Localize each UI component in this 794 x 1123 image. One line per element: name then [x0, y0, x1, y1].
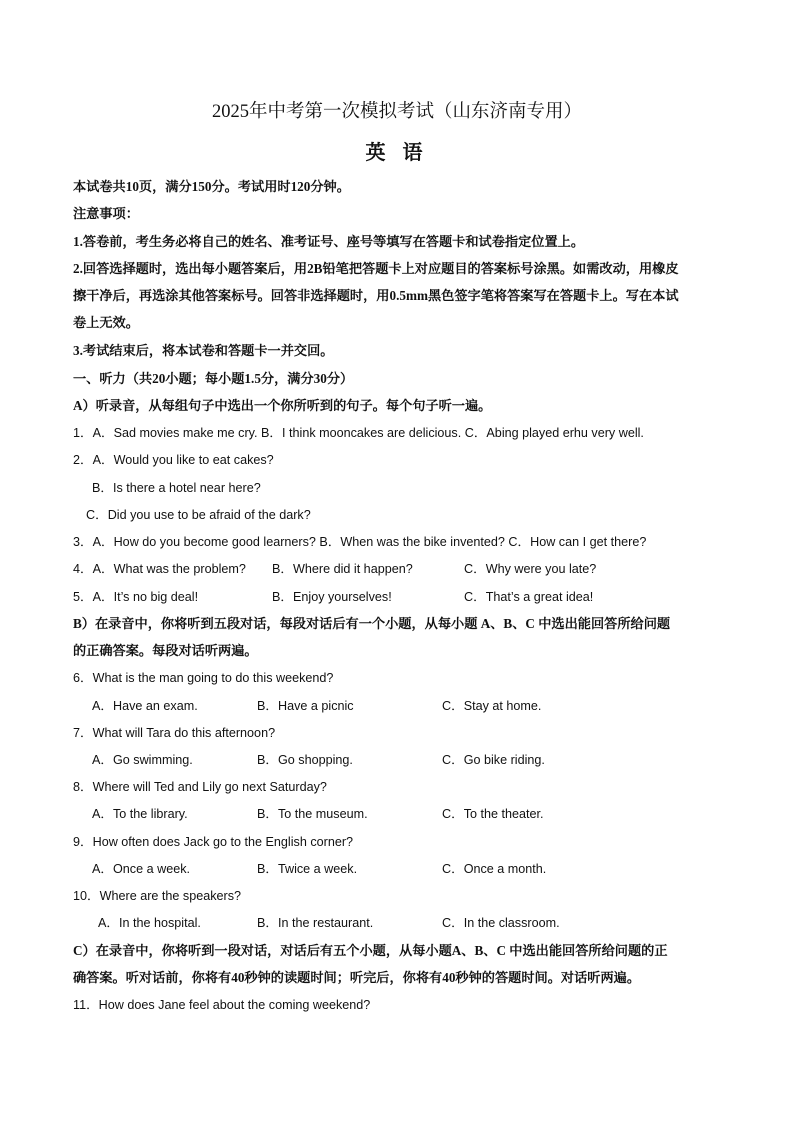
question-9-option-b: B．Twice a week.	[257, 862, 358, 876]
question-8-option-b: B．To the museum.	[257, 807, 368, 821]
part-b-instruction-line-2: 的正确答案。每段对话听两遍。	[73, 643, 258, 658]
question-8-option-a: A．To the library.	[92, 807, 188, 821]
question-5-option-a: 5．A．It’s no big deal!	[73, 590, 199, 604]
question-10-stem: 10．Where are the speakers?	[73, 889, 242, 903]
question-9-option-a: A．Once a week.	[92, 862, 190, 876]
question-2: 2．A．Would you like to eat cakes?	[73, 453, 274, 467]
question-4-option-c: C．Why were you late?	[464, 562, 597, 576]
question-6-option-c: C．Stay at home.	[442, 699, 542, 713]
question-5-option-c: C．That’s a great idea!	[464, 590, 594, 604]
part-a-instruction: A）听录音，从每组句子中选出一个你所听到的句子。每个句子听一遍。	[73, 398, 492, 413]
question-9-stem: 9．How often does Jack go to the English corner?	[73, 835, 354, 849]
question-4-option-b: B．Where did it happen?	[272, 562, 413, 576]
subject-title: 英 语	[365, 142, 429, 164]
notice-item-2-line-2: 擦干净后，再选涂其他答案标号。回答非选择题时，用0.5mm黑色签字笔将答案写在答题卡上。写在本试	[73, 288, 679, 303]
exam-title: 2025年中考第一次模拟考试（山东济南专用）	[211, 102, 582, 122]
question-10-option-a: A．In the hospital.	[98, 916, 201, 930]
notice-item-2-line-3: 卷上无效。	[73, 315, 139, 330]
part-c-instruction-line-2: 确答案。听对话前，你将有40秒钟的读题时间；听完后，你将有40秒钟的答题时间。对话听两遍。	[73, 970, 641, 985]
question-3: 3．A．How do you become good learners? B．When was the bike invented? C．How can I get there?	[73, 535, 647, 549]
question-5-option-b: B．Enjoy yourselves!	[272, 590, 392, 604]
question-4-option-a: 4．A．What was the problem?	[73, 562, 246, 576]
notice-item-2-line-1: 2.回答选择题时，选出每小题答案后，用2B铅笔把答题卡上对应题目的答案标号涂黑。如需改动，用橡皮	[73, 261, 679, 276]
question-7-option-c: C．Go bike riding.	[442, 753, 545, 767]
question-6-stem: 6．What is the man going to do this weekend?	[73, 671, 334, 685]
question-2-option-b: B．Is there a hotel near here?	[92, 481, 261, 495]
question-7-option-a: A．Go swimming.	[92, 753, 193, 767]
question-1: 1．A．Sad movies make me cry. B．I think mooncakes are delicious. C．Abing played erhu very well.	[73, 426, 644, 440]
question-7-option-b: B．Go shopping.	[257, 753, 353, 767]
question-10-option-c: C．In the classroom.	[442, 916, 560, 930]
exam-summary: 本试卷共10页，满分150分。考试用时120分钟。	[73, 179, 350, 194]
question-7-stem: 7．What will Tara do this afternoon?	[73, 726, 276, 740]
notice-item-3: 3.考试结束后，将本试卷和答题卡一并交回。	[73, 343, 334, 358]
question-10-option-b: B．In the restaurant.	[257, 916, 374, 930]
question-6-option-b: B．Have a picnic	[257, 699, 354, 713]
question-9-option-c: C．Once a month.	[442, 862, 547, 876]
part-b-instruction-line-1: B）在录音中，你将听到五段对话，每段对话后有一个小题，从每小题 A、B、C 中选出能回答所给问题	[73, 616, 671, 631]
question-8-option-c: C．To the theater.	[442, 807, 544, 821]
notice-heading: 注意事项：	[73, 206, 139, 221]
question-6-option-a: A．Have an exam.	[92, 699, 198, 713]
question-2-option-c: C．Did you use to be afraid of the dark?	[86, 508, 311, 522]
section-heading-listening: 一、听力（共20小题；每小题1.5分，满分30分）	[73, 371, 354, 386]
question-11-stem: 11．How does Jane feel about the coming weekend?	[73, 998, 371, 1012]
part-c-instruction-line-1: C）在录音中，你将听到一段对话，对话后有五个小题，从每小题A、B、C 中选出能回答所给问题的正	[73, 943, 668, 958]
question-8-stem: 8．Where will Ted and Lily go next Saturday?	[73, 780, 327, 794]
notice-item-1: 1.答卷前，考生务必将自己的姓名、准考证号、座号等填写在答题卡和试卷指定位置上。	[73, 234, 585, 249]
